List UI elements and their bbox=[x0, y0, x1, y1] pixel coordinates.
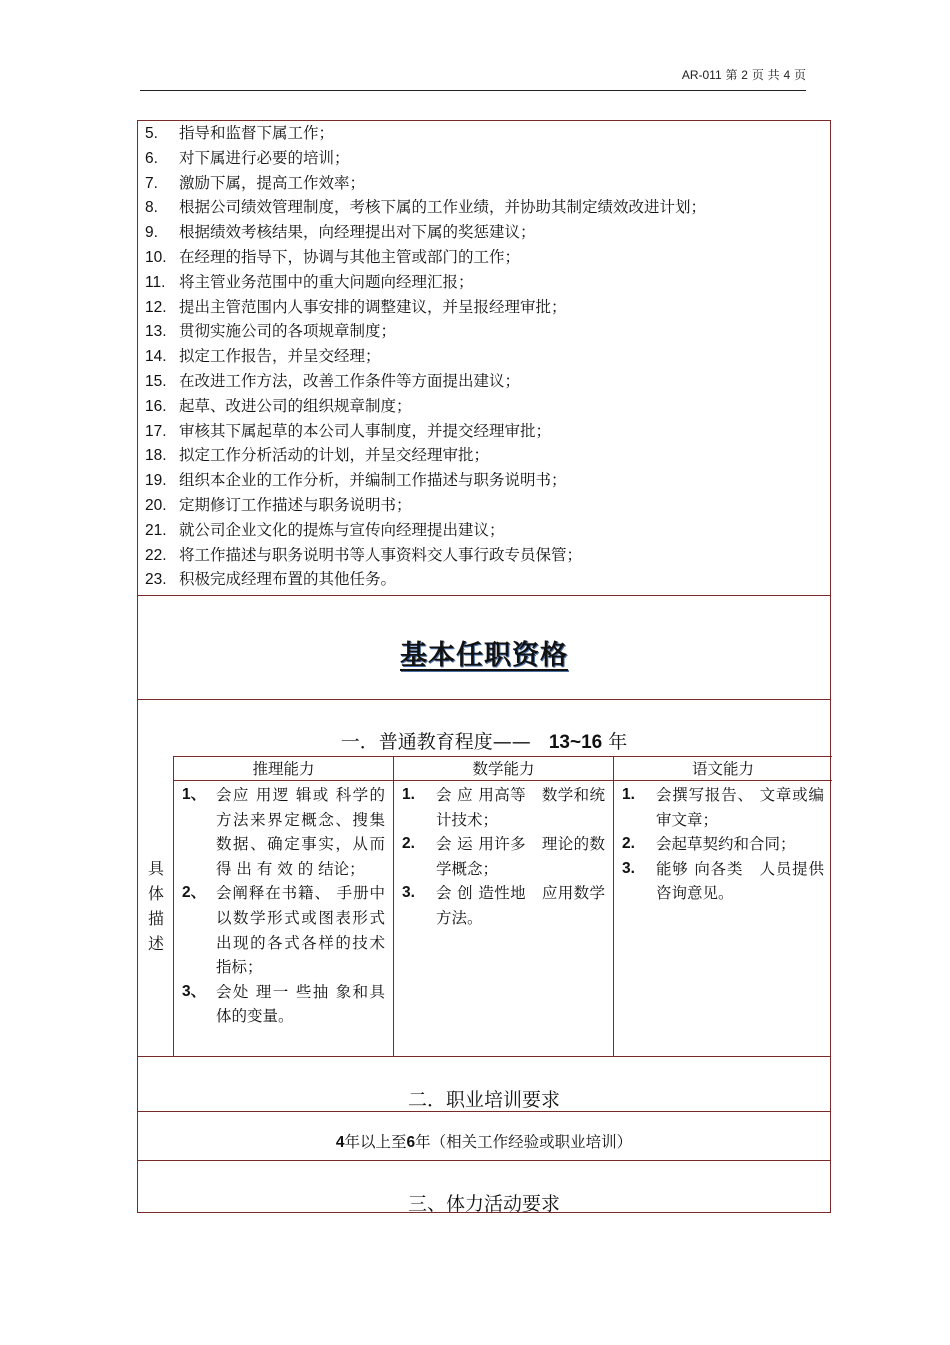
duty-item bbox=[138, 146, 830, 171]
ability-item-number: 1. bbox=[622, 786, 635, 803]
duty-text: 对下属进行必要的培训； bbox=[179, 148, 350, 167]
training-body-row bbox=[138, 1112, 830, 1161]
duty-text: 指导和监督下属工作； bbox=[179, 124, 335, 142]
duty-item bbox=[138, 419, 830, 444]
ability-item-text: 会 运 用许多 理论的数学概念； bbox=[436, 835, 605, 878]
duty-number: 17. bbox=[145, 422, 167, 440]
duty-text: 组织本企业的工作分析，并编制工作描述与职务说明书； bbox=[179, 471, 567, 490]
duty-item bbox=[138, 171, 830, 196]
duty-text: 根据绩效考核结果，向经理提出对下属的奖惩建议； bbox=[179, 223, 536, 242]
ability-item-text: 会应 用逻 辑或 科学的方法来界定概念、搜集数据、确定事实，从而 得 出 有 效 的 结论； bbox=[216, 786, 385, 878]
duty-item bbox=[138, 543, 830, 568]
duty-number: 20. bbox=[145, 496, 167, 514]
duty-item bbox=[138, 493, 830, 518]
ability-item bbox=[622, 783, 824, 832]
ability-item-text: 会处 理一 些抽 象和具体的变量。 bbox=[216, 982, 385, 1026]
ability-item bbox=[622, 832, 824, 857]
duty-number: 15. bbox=[145, 372, 167, 390]
duty-text: 积极完成经理布置的其他任务。 bbox=[179, 570, 397, 589]
side-label: 具 体 描 述 bbox=[147, 859, 164, 953]
page-total: 4 bbox=[783, 68, 791, 82]
job-description-table bbox=[137, 120, 831, 1213]
duty-number: 21. bbox=[145, 521, 167, 539]
duty-item bbox=[138, 295, 830, 320]
language-column bbox=[614, 756, 832, 1056]
training-requirement: 4年以上至6年（相关工作经验或职业培训） bbox=[335, 1133, 633, 1151]
ability-item bbox=[402, 832, 605, 881]
ability-item bbox=[182, 783, 385, 881]
physical-title-row bbox=[138, 1161, 830, 1214]
duty-number: 22. bbox=[145, 546, 167, 564]
duty-number: 23. bbox=[145, 571, 167, 589]
duty-number: 12. bbox=[145, 298, 167, 316]
duty-text: 就公司企业文化的提炼与宣传向经理提出建议； bbox=[179, 520, 505, 539]
duty-text: 在改进工作方法，改善工作条件等方面提出建议； bbox=[179, 371, 521, 390]
duty-item bbox=[138, 344, 830, 369]
page-suffix: 页 bbox=[793, 68, 806, 82]
duty-text: 拟定工作报告，并呈交经理； bbox=[179, 347, 381, 366]
ability-item-number: 2、 bbox=[182, 884, 207, 902]
duty-number: 6. bbox=[145, 149, 158, 167]
duty-item bbox=[138, 369, 830, 394]
duty-text: 将工作描述与职务说明书等人事资料交人事行政专员保管； bbox=[179, 545, 583, 564]
ability-item-text: 会阐释在书籍、 手册中以数学形式或图表形式出现的各式各样的技术指标； bbox=[216, 884, 385, 977]
ability-item-number: 3、 bbox=[182, 982, 207, 1000]
duty-number: 16. bbox=[145, 397, 167, 415]
document-code: AR-011 bbox=[681, 68, 722, 82]
ability-item bbox=[182, 980, 385, 1029]
duty-text: 审核其下属起草的本公司人事制度，并提交经理审批； bbox=[179, 421, 552, 440]
reasoning-column bbox=[174, 756, 394, 1056]
language-header: 语文能力 bbox=[614, 756, 832, 781]
duty-text: 激励下属，提高工作效率； bbox=[179, 173, 366, 192]
duty-text: 起草、改进公司的组织规章制度； bbox=[179, 396, 412, 415]
duty-item bbox=[138, 270, 830, 295]
physical-title: 三、体力活动要求 bbox=[407, 1193, 560, 1215]
duty-text: 定期修订工作描述与职务说明书； bbox=[179, 495, 412, 514]
duty-item bbox=[138, 394, 830, 419]
duty-item bbox=[138, 245, 830, 270]
duty-item bbox=[138, 468, 830, 493]
ability-item bbox=[182, 881, 385, 979]
ability-item-text: 会起草契约和合同； bbox=[656, 835, 796, 854]
ability-item-text: 会 应 用高等 数学和统计技术； bbox=[436, 786, 605, 829]
page-mid: 页 共 bbox=[751, 68, 780, 82]
duty-item bbox=[138, 195, 830, 220]
page-current: 2 bbox=[741, 68, 748, 82]
math-header: 数学能力 bbox=[394, 756, 613, 781]
duty-item bbox=[138, 518, 830, 543]
education-title: 一．普通教育程度—— 13~16 年 bbox=[340, 731, 628, 753]
duty-number: 18. bbox=[145, 447, 167, 465]
ability-item bbox=[402, 783, 605, 832]
training-title-row bbox=[138, 1057, 830, 1112]
duty-item bbox=[138, 443, 830, 468]
qualification-title: 基本任职资格 bbox=[400, 640, 568, 671]
ability-item bbox=[622, 857, 824, 906]
ability-item-number: 2. bbox=[622, 835, 635, 853]
ability-item-text: 会 创 造性地 应用数学方法。 bbox=[436, 884, 605, 927]
duty-text: 提出主管范围内人事安排的调整建议，并呈报经理审批； bbox=[179, 297, 567, 316]
duty-number: 13. bbox=[145, 323, 167, 341]
duty-item bbox=[138, 319, 830, 344]
math-column bbox=[394, 756, 614, 1056]
duty-item bbox=[138, 220, 830, 245]
duty-text: 将主管业务范围中的重大问题向经理汇报； bbox=[179, 272, 474, 291]
duty-number: 10. bbox=[145, 248, 167, 266]
ability-item-number: 3. bbox=[622, 859, 635, 877]
duty-item bbox=[138, 567, 830, 592]
duty-number: 5. bbox=[145, 125, 158, 142]
ability-item-number: 1、 bbox=[182, 786, 207, 803]
duty-number: 19. bbox=[145, 472, 167, 490]
duty-text: 在经理的指导下，协调与其他主管或部门的工作； bbox=[179, 247, 521, 266]
duty-text: 根据公司绩效管理制度，考核下属的工作业绩，并协助其制定绩效改进计划； bbox=[179, 198, 707, 217]
duty-text: 贯彻实施公司的各项规章制度； bbox=[179, 322, 397, 341]
page-prefix: 第 bbox=[725, 68, 738, 82]
reasoning-header: 推理能力 bbox=[174, 756, 393, 781]
ability-table bbox=[138, 756, 830, 1057]
side-label-cell bbox=[138, 756, 174, 1056]
duty-number: 11. bbox=[145, 273, 166, 291]
training-title: 二．职业培训要求 bbox=[407, 1089, 560, 1111]
ability-item-number: 1. bbox=[402, 786, 415, 803]
ability-item-number: 3. bbox=[402, 884, 415, 902]
duty-text: 拟定工作分析活动的计划，并呈交经理审批； bbox=[179, 446, 490, 465]
ability-item-number: 2. bbox=[402, 835, 415, 853]
duties-list bbox=[138, 121, 830, 596]
duty-number: 9. bbox=[145, 224, 158, 242]
ability-item bbox=[402, 881, 605, 930]
page-header bbox=[140, 66, 806, 83]
duty-number: 7. bbox=[145, 174, 158, 192]
ability-item-text: 能够 向各类 人员提供咨询意见。 bbox=[656, 859, 824, 903]
ability-item-text: 会撰写报告、 文章或编审文章； bbox=[656, 786, 824, 829]
header-divider bbox=[140, 90, 806, 91]
duty-item bbox=[138, 121, 830, 146]
duty-number: 14. bbox=[145, 348, 167, 366]
duty-number: 8. bbox=[145, 199, 158, 217]
